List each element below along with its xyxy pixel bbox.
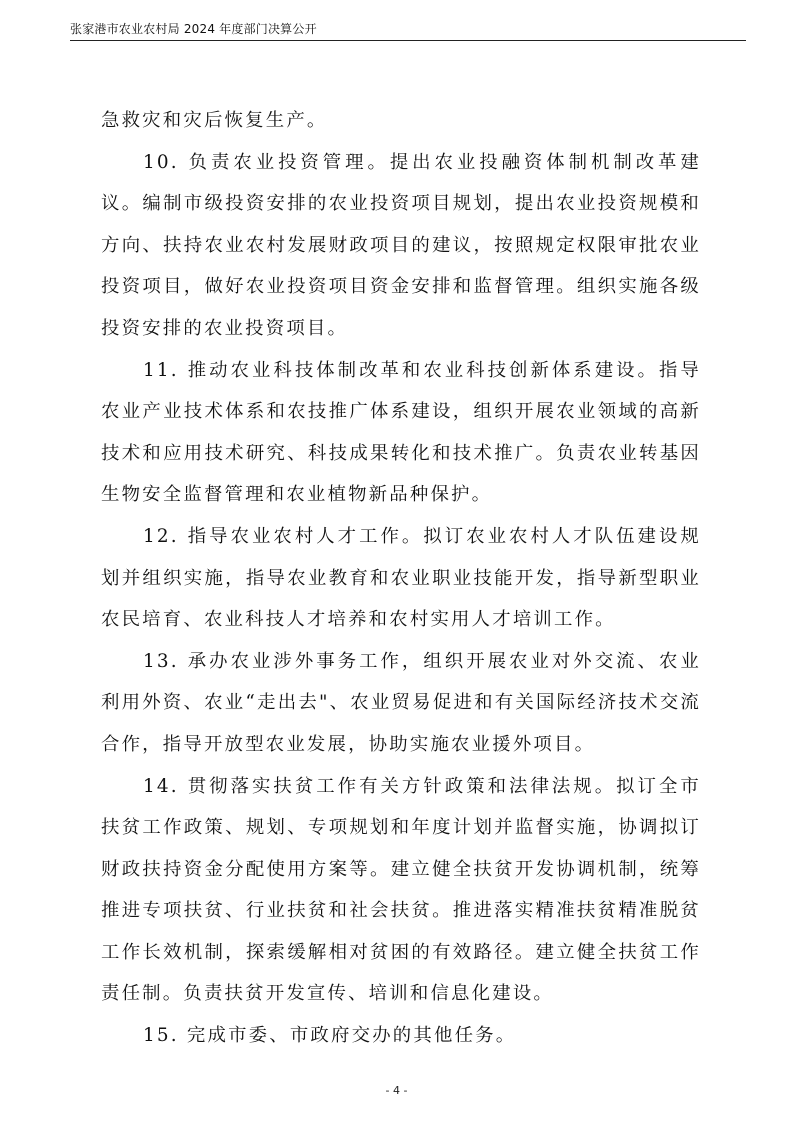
paragraph-item-14: 14. 贯彻落实扶贫工作有关方针政策和法律法规。拟订全市扶贫工作政策、规划、专项规划和年度计划并监督实施，协调拟订财政扶持资金分配使用方案等。建立健全扶贫开发协调机制，统筹推进专项扶贫、行业扶贫和社会扶贫。推进落实精准扶贫精准脱贫工作长效机制，探索缓解相对贫困的有效路径。建立健全扶贫工作责任制。负责扶贫开发宣传、培训和信息化建设。 [101, 775, 701, 1005]
page-number: - 4 - [385, 1084, 408, 1097]
paragraph-item-15: 15. 完成市委、市政府交办的其他任务。 [143, 1025, 517, 1047]
document-body [101, 100, 701, 1057]
paragraph-item-12: 12. 指导农业农村人才工作。拟订农业农村人才队伍建设规划并组织实施，指导农业教育和农业职业技能开发，指导新型职业农民培育、农业科技人才培养和农村实用人才培训工作。 [101, 525, 701, 631]
paragraph-item-13: 13. 承办农业涉外事务工作，组织开展农业对外交流、农业利用外资、农业“走出去"、农业贸易促进和有关国际经济技术交流合作，指导开放型农业发展，协助实施农业援外项目。 [101, 650, 701, 755]
paragraph-continuation: 急救灾和灾后恢复生产。 [101, 110, 328, 131]
page-header [70, 14, 746, 40]
paragraph-item-11: 11. 推动农业科技体制改革和农业科技创新体系建设。指导农业产业技术体系和农技推广体系建设，组织开展农业领域的高新技术和应用技术研究、科技成果转化和技术推广。负责农业转基因生物安全监督管理和农业植物新品种保护。 [101, 359, 701, 506]
header-divider [70, 40, 746, 41]
header-title: 张家港市农业农村局 2024 年度部门决算公开 [70, 22, 317, 36]
paragraph-item-10: 10. 负责农业投资管理。提出农业投融资体制机制改革建议。编制市级投资安排的农业投资项目规划，提出农业投资规模和方向、扶持农业农村发展财政项目的建议，按照规定权限审批农业投资项目，做好农业投资项目资金安排和监督管理。组织实施各级投资安排的农业投资项目。 [101, 151, 701, 339]
